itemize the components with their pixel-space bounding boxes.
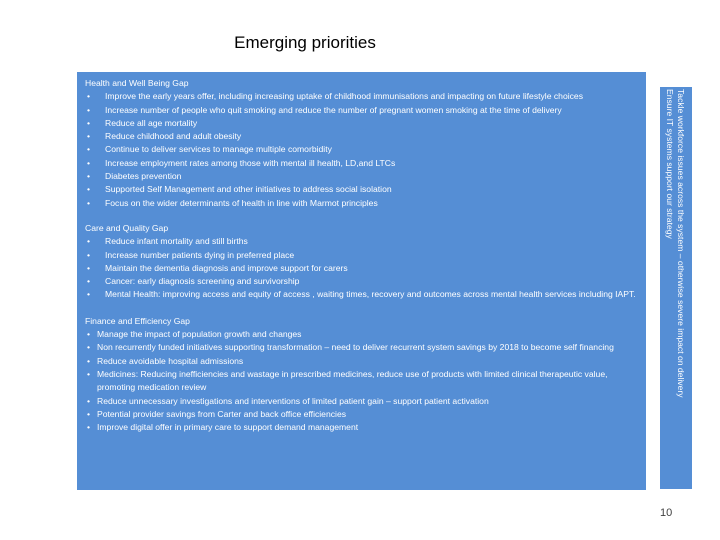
list-item: • Reduce unnecessary investigations and interventions of limited patient gain – support patient activation <box>85 395 638 408</box>
section-spacer <box>85 302 638 315</box>
workforce-note: Tackle workforce issues across the system – otherwise severe impact on delivery <box>676 89 686 398</box>
list-item: • Manage the impact of population growth and changes <box>85 328 638 341</box>
list-item: • Continue to deliver services to manage multiple comorbidity <box>85 143 638 156</box>
list-item: • Focus on the wider determinants of health in line with Marmot principles <box>85 197 638 210</box>
list-item: • Supported Self Management and other initiatives to address social isolation <box>85 183 638 196</box>
health-gap-heading: Health and Well Being Gap <box>85 78 189 88</box>
page-number: 10 <box>660 507 673 519</box>
workforce-panel-text <box>664 89 686 489</box>
list-item: • Improve the early years offer, including increasing uptake of childhood immunisations and impacting on future lifestyle choices <box>85 90 638 103</box>
care-gap-heading: Care and Quality Gap <box>85 222 169 233</box>
slide-title: Emerging priorities <box>234 33 376 52</box>
list-item: • Reduce avoidable hospital admissions <box>85 355 638 368</box>
list-item: • Improve digital offer in primary care to support demand management <box>85 421 638 434</box>
list-item: • Potential provider savings from Carter and back office efficiencies <box>85 408 638 421</box>
list-item: • Reduce infant mortality and still births <box>85 235 638 248</box>
finance-gap-heading: Finance and Efficiency Gap <box>85 315 190 326</box>
list-item: • Mental Health: improving access and equity of access , waiting times, recovery and outcomes across mental health services including IAPT. <box>85 288 638 301</box>
list-item: • Increase number patients dying in preferred place <box>85 249 638 262</box>
list-item: • Reduce all age mortality <box>85 117 638 130</box>
list-item: • Diabetes prevention <box>85 170 638 183</box>
care-gap-list <box>85 235 638 301</box>
health-gap-list <box>85 90 638 210</box>
it-systems-note: Ensure IT systems support our strategy <box>665 89 675 239</box>
list-item: • Increase number of people who quit smoking and reduce the number of pregnant women smoking at the time of delivery <box>85 104 638 117</box>
list-item: • Cancer: early diagnosis screening and survivorship <box>85 275 638 288</box>
list-item: • Non recurrently funded initiatives supporting transformation – need to deliver recurrent system savings by 2018 to become self financing <box>85 341 638 354</box>
list-item: • Medicines: Reducing inefficiencies and wastage in prescribed medicines, reduce use of products with limited clinical therapeutic value, promoting medication review <box>85 368 638 395</box>
list-item: • Increase employment rates among those with mental ill health, LD,and LTCs <box>85 157 638 170</box>
list-item: • Reduce childhood and adult obesity <box>85 130 638 143</box>
finance-gap-list <box>85 328 638 434</box>
section-spacer <box>85 210 638 222</box>
list-item: • Maintain the dementia diagnosis and improve support for carers <box>85 262 638 275</box>
priorities-box <box>77 72 646 490</box>
